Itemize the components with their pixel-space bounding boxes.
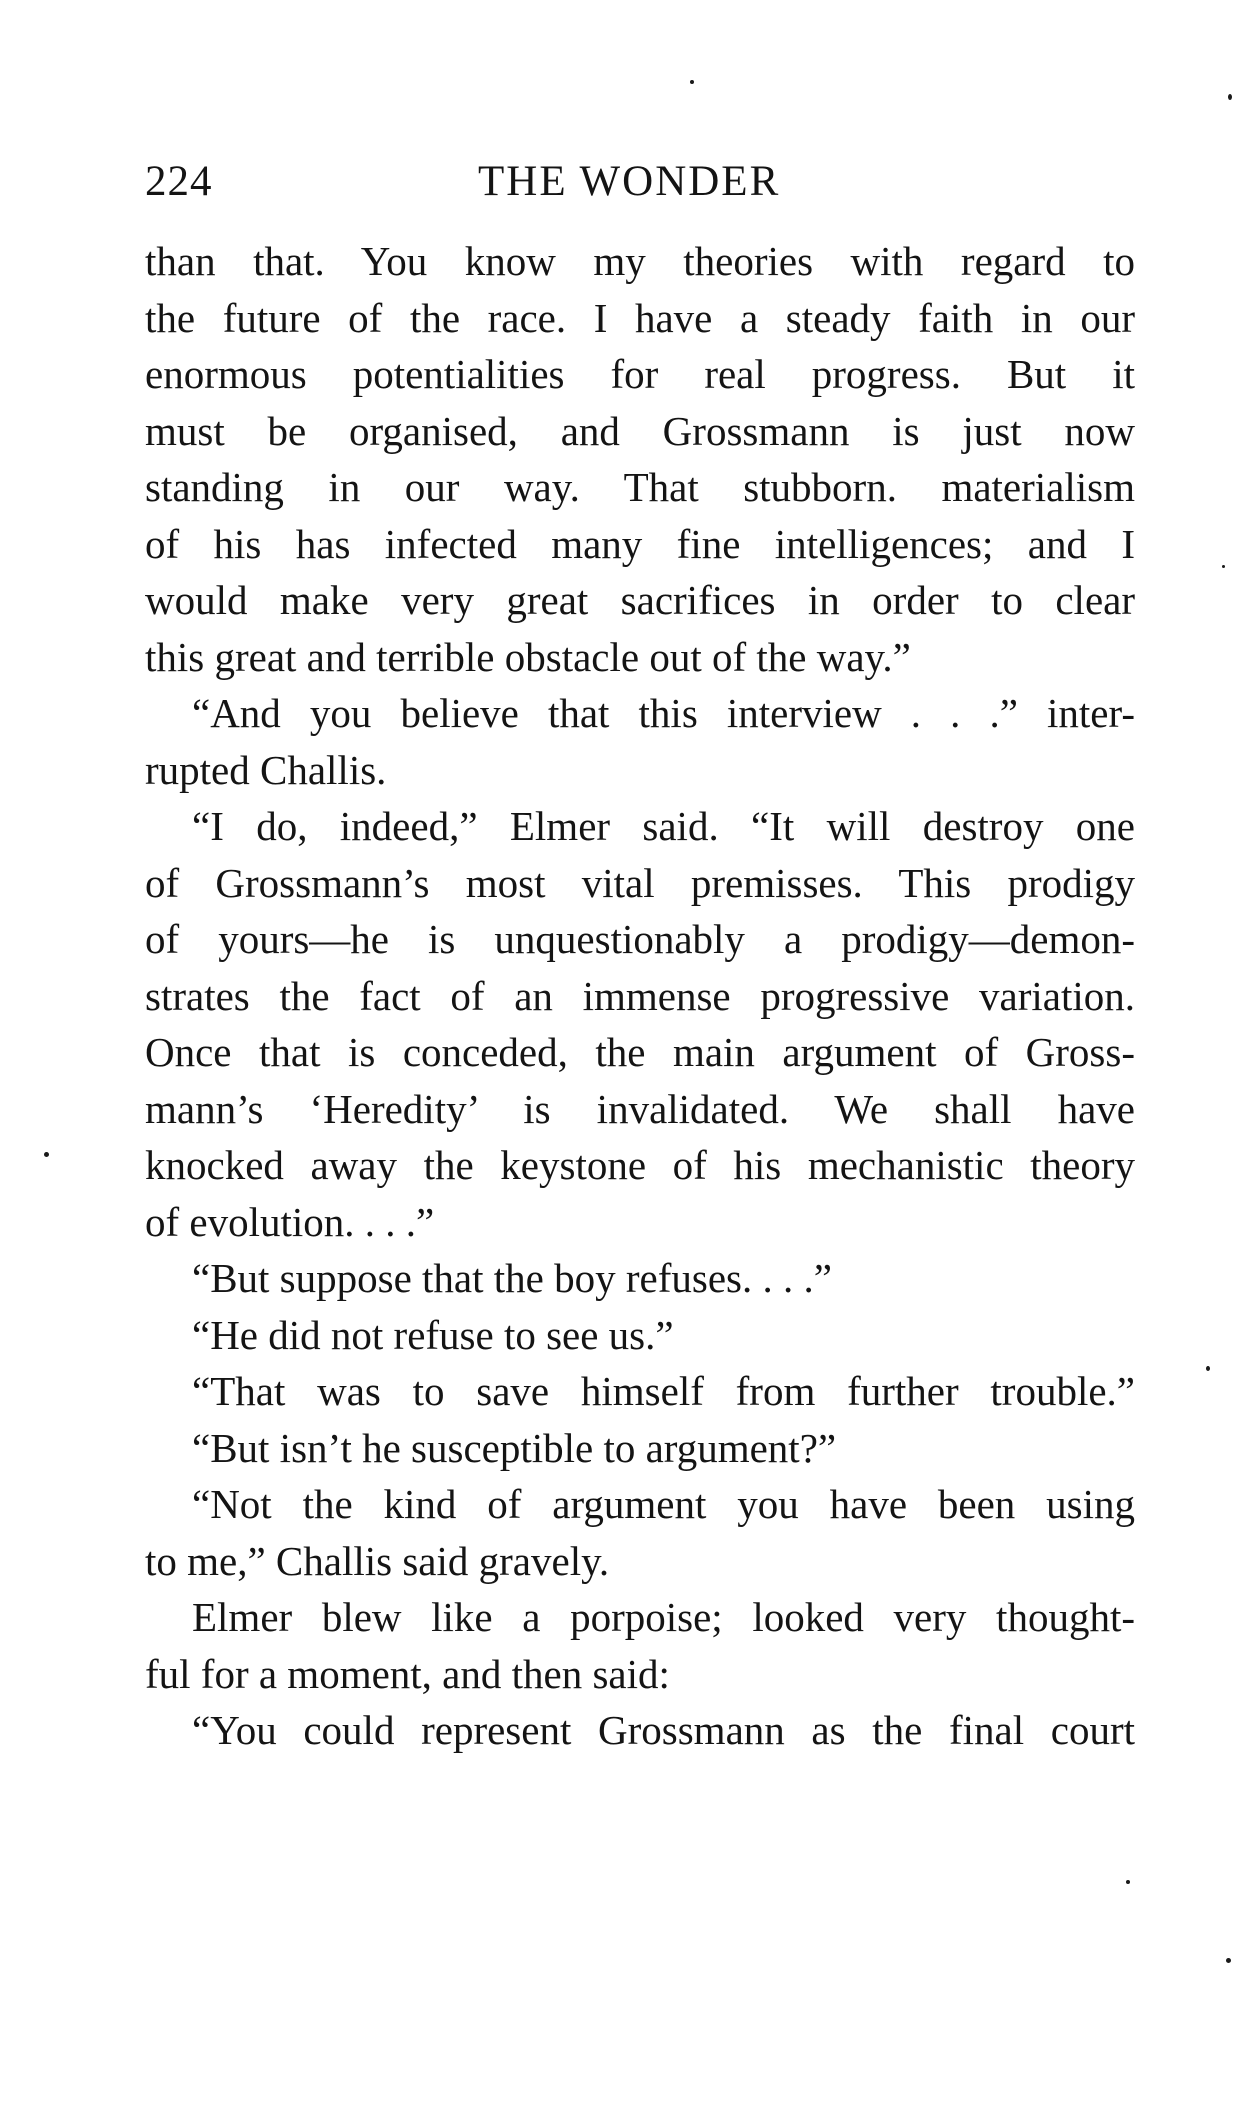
- text-line: of his has infected many fine intelligences; and I: [145, 520, 1135, 567]
- text-line: “I do, indeed,” Elmer said. “It will destroy one: [192, 803, 1135, 849]
- page-header: [145, 152, 1135, 212]
- scan-speck: [1222, 565, 1225, 568]
- text-line: would make very great sacrifices in order to clear: [145, 577, 1135, 623]
- text-line: to me,” Challis said gravely.: [145, 1537, 610, 1584]
- scan-speck: [1126, 1880, 1130, 1884]
- body-text: [145, 233, 1135, 1759]
- text-line: “But suppose that the boy refuses. . . .”: [192, 1255, 832, 1301]
- text-line: of Grossmann’s most vital premisses. This prodigy: [145, 859, 1135, 906]
- text-line: ful for a moment, and then said:: [145, 1650, 670, 1697]
- page-number: 224: [145, 158, 213, 205]
- text-line: enormous potentialities for real progress. But it: [145, 351, 1135, 397]
- text-line: than that. You know my theories with regard to: [145, 238, 1135, 284]
- scan-speck: [690, 80, 694, 84]
- text-line: “But isn’t he susceptible to argument?”: [192, 1424, 837, 1471]
- scan-speck: [1228, 94, 1232, 100]
- text-line: standing in our way. That stubborn. materialism: [145, 464, 1135, 510]
- text-line: knocked away the keystone of his mechanistic theory: [145, 1142, 1135, 1188]
- text-line: “That was to save himself from further trouble.”: [192, 1368, 1135, 1414]
- text-line: must be organised, and Grossmann is just now: [145, 407, 1135, 454]
- text-line: rupted Challis.: [145, 746, 387, 793]
- text-line: the future of the race. I have a steady faith in our: [145, 294, 1135, 341]
- text-line: strates the fact of an immense progressive variation.: [145, 972, 1135, 1019]
- text-line: this great and terrible obstacle out of the way.”: [145, 633, 911, 680]
- text-line: Once that is conceded, the main argument of Gross-: [145, 1029, 1135, 1075]
- text-line: “Not the kind of argument you have been using: [192, 1481, 1135, 1527]
- text-line: mann’s ‘Heredity’ is invalidated. We shall have: [145, 1085, 1135, 1132]
- text-line: Elmer blew like a porpoise; looked very thought-: [192, 1594, 1135, 1640]
- scan-speck: [1206, 1366, 1210, 1371]
- scan-speck: [44, 1152, 49, 1157]
- text-line: “And you believe that this interview . . .” inter-: [192, 690, 1135, 736]
- text-line: of yours—he is unquestionably a prodigy—demon-: [145, 916, 1135, 962]
- text-line: “You could represent Grossmann as the final court: [192, 1707, 1135, 1753]
- running-title: THE WONDER: [478, 158, 781, 205]
- text-line: “He did not refuse to see us.”: [192, 1311, 674, 1358]
- text-line: of evolution. . . .”: [145, 1198, 435, 1245]
- scan-speck: [1226, 1958, 1231, 1963]
